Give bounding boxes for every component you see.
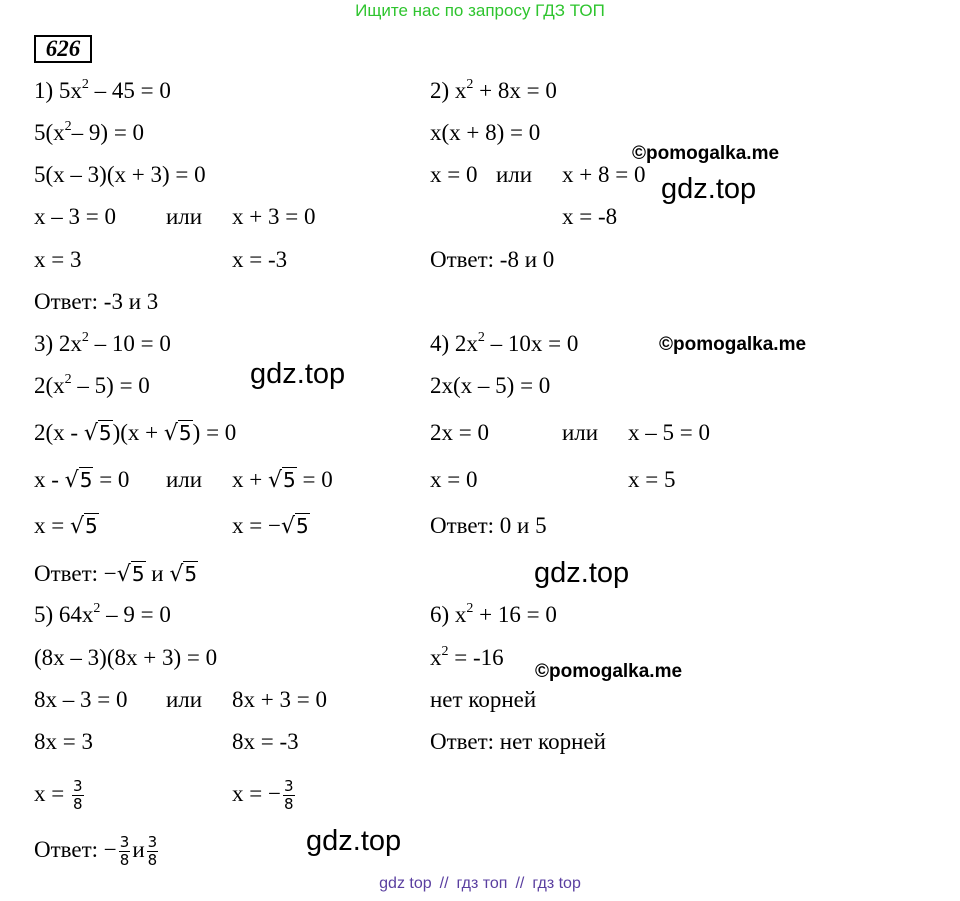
footer-separator: // bbox=[439, 875, 449, 892]
part3-root2: x = −√5 bbox=[232, 513, 309, 539]
sqrt5: √5 bbox=[163, 421, 192, 446]
part3-or: или bbox=[166, 467, 203, 492]
sqrt5: √5 bbox=[280, 514, 309, 539]
fraction-3-8: $\frac{3}{8}$ bbox=[283, 777, 294, 813]
part2-or: или bbox=[496, 162, 533, 187]
footer-link[interactable]: гдз топ bbox=[456, 875, 508, 892]
footer-links bbox=[0, 875, 960, 893]
part5-step2b: 8x = -3 bbox=[232, 729, 299, 754]
part1-or: или bbox=[166, 204, 203, 229]
part1-root2-eq: x + 3 = 0 bbox=[232, 204, 316, 229]
part5-root2: x = − $\frac{3}{8}$ bbox=[232, 777, 294, 813]
fraction-3-8: $\frac{3}{8}$ bbox=[119, 833, 130, 869]
sqrt5: √5 bbox=[83, 421, 112, 446]
part4-root1-eq: 2x = 0 bbox=[430, 420, 489, 445]
part4-or: или bbox=[562, 420, 599, 445]
part2-root2: x = -8 bbox=[562, 204, 618, 229]
part5-root1: x = $\frac{3}{8}$ bbox=[34, 777, 83, 813]
part4-equation: 4) $2x^2 - 10x = 0$ bbox=[430, 330, 579, 356]
part2-equation: 2) $x^2 + 8x = 0$ bbox=[430, 77, 557, 103]
search-banner: Ищите нас по запросу ГДЗ ТОП bbox=[355, 1, 605, 20]
footer-link[interactable]: gdz top bbox=[379, 875, 432, 892]
part3-equation: 3) $2x^2 - 10 = 0$ bbox=[34, 330, 171, 356]
part3-root1: x = √5 bbox=[34, 513, 98, 539]
fraction-3-8: $\frac{3}{8}$ bbox=[72, 777, 83, 813]
part6-answer: Ответ: нет корней bbox=[430, 729, 606, 754]
part1-step1: $5(x^2-$ 9) = 0 bbox=[34, 119, 145, 145]
part5-equation: 5) $64x^2 - 9 = 0$ bbox=[34, 601, 171, 627]
gdz-watermark: gdz.top bbox=[534, 557, 630, 589]
sqrt5: √5 bbox=[116, 562, 145, 587]
sqrt5: √5 bbox=[69, 514, 98, 539]
gdz-watermark: gdz.top bbox=[306, 825, 402, 857]
part2-answer: Ответ: -8 и 0 bbox=[430, 247, 555, 272]
part5-or: или bbox=[166, 687, 203, 712]
sqrt5: √5 bbox=[64, 468, 93, 493]
gdz-watermark: gdz.top bbox=[250, 358, 346, 390]
part2-root1: x = 0 bbox=[430, 162, 478, 187]
part4-root2-eq: x – 5 = 0 bbox=[628, 420, 710, 445]
part3-root2-eq: x + √5 = 0 bbox=[232, 467, 333, 493]
pomogalka-watermark: ©pomogalka.me bbox=[659, 334, 807, 355]
part3-step1: $2(x^2 - 5) = 0$ bbox=[34, 372, 150, 398]
part1-root1-eq: x – 3 = 0 bbox=[34, 204, 116, 229]
part1-step2: 5(x – 3)(x + 3) = 0 bbox=[34, 162, 206, 187]
part3-root1-eq: x - √5 = 0 bbox=[34, 467, 130, 493]
footer-link[interactable]: гдз top bbox=[532, 875, 581, 892]
part2-step1: x(x + 8) = 0 bbox=[430, 120, 541, 145]
pomogalka-watermark: ©pomogalka.me bbox=[535, 661, 683, 682]
part3-step2: 2(x - √5)(x + √5) = 0 bbox=[34, 420, 237, 446]
part4-step1: 2x(x – 5) = 0 bbox=[430, 373, 551, 398]
problem-number: 626 bbox=[34, 35, 92, 63]
part3-answer: Ответ: −√5 и √5 bbox=[34, 561, 198, 587]
part5-answer: Ответ: − $\frac{3}{8}$ и $\frac{3}{8}$ bbox=[34, 833, 158, 869]
part5-root2-eq: 8x + 3 = 0 bbox=[232, 687, 327, 712]
part6-equation: 6) $x^2 + 16 = 0$ bbox=[430, 601, 557, 627]
part1-answer: Ответ: -3 и 3 bbox=[34, 289, 159, 314]
part4-root1: x = 0 bbox=[430, 467, 478, 492]
gdz-watermark: gdz.top bbox=[661, 173, 757, 205]
part6-step1: $x^2 = -16$ bbox=[430, 644, 504, 670]
part4-root2: x = 5 bbox=[628, 467, 676, 492]
part5-root1-eq: 8x – 3 = 0 bbox=[34, 687, 128, 712]
part1-equation: 1) $5x^2 - 45 = 0$ bbox=[34, 77, 171, 103]
sqrt5: √5 bbox=[267, 468, 296, 493]
part5-step2a: 8x = 3 bbox=[34, 729, 93, 754]
pomogalka-watermark: ©pomogalka.me bbox=[632, 143, 780, 164]
footer-separator: // bbox=[515, 875, 525, 892]
part4-answer: Ответ: 0 и 5 bbox=[430, 513, 547, 538]
part2-root2-eq: x + 8 = 0 bbox=[562, 162, 646, 187]
part5-step1: (8x – 3)(8x + 3) = 0 bbox=[34, 645, 218, 670]
fraction-3-8: $\frac{3}{8}$ bbox=[147, 833, 158, 869]
part6-step2: нет корней bbox=[430, 687, 537, 712]
sqrt5: √5 bbox=[169, 562, 198, 587]
part1-root1: x = 3 bbox=[34, 247, 82, 272]
part1-root2: x = -3 bbox=[232, 247, 288, 272]
